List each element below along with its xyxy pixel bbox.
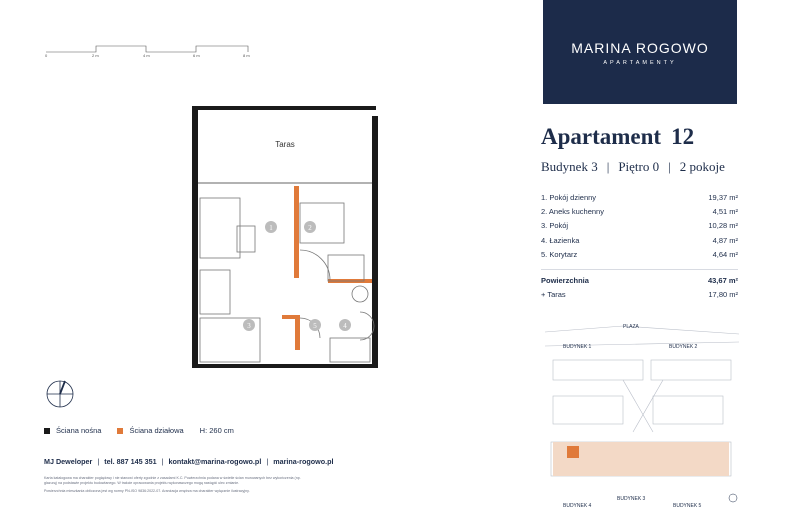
disclaimer-text: Karta katalogowa ma charakter poglądowy i nie stanowi oferty zgodnie z zasadami K.C. Powierzchnia podana w świetle ścian murowanych bez wykończenia (np. glazurą) na podstawie projektu budowlanego. W trakcie opracowania projektu wykonawczego mogą nastąpić ulec zmianie. [44, 476, 301, 486]
apartment-location-marker [567, 446, 579, 458]
room-area: 4,87 m² [712, 235, 738, 245]
brand-subtitle: APARTAMENTY [603, 60, 677, 66]
disclaimer [44, 476, 304, 498]
room-row [541, 250, 738, 264]
email-link[interactable]: kontakt@marina-rogowo.pl [168, 457, 262, 466]
room-name: 5. Korytarz [541, 249, 578, 259]
total-area-row [541, 276, 738, 290]
site-label: PLAZA [623, 324, 639, 330]
disclaimer-text: Powierzchnia mieszkania obliczona jest wg normy PN-ISO 9836:2022-07. Aranżacja wnętrza ma charakter wyłącznie ilustracyjny. [44, 489, 250, 494]
legend-label: Ściana nośna [56, 426, 102, 435]
site-label: BUDYNEK 5 [673, 503, 702, 509]
brand-logo [543, 0, 737, 104]
scale-label: 0 [45, 53, 48, 58]
apartment-number: 12 [671, 124, 695, 149]
area-totals [541, 276, 738, 304]
contact-bar: MJ Deweloper | tel. 887 145 351 | kontakt@marina-rogowo.pl | marina-rogowo.pl [44, 457, 334, 466]
total-area-value: 43,67 m² [707, 276, 738, 285]
load-wall-swatch [44, 428, 50, 434]
room-area: 10,28 m² [708, 221, 738, 231]
room-number: 3 [247, 322, 251, 330]
company-name: MJ Deweloper [44, 457, 93, 466]
height-label: H: 260 cm [199, 426, 234, 435]
room-name: 1. Pokój dzienny [541, 193, 597, 202]
compass-icon [44, 378, 76, 410]
room-area: 4,51 m² [712, 207, 738, 217]
floor-label: Piętro 0 [618, 159, 660, 174]
site-label: BUDYNEK 3 [617, 496, 646, 502]
rooms-count: 2 pokoje [679, 159, 725, 174]
room-number: 5 [313, 322, 317, 330]
room-name: 3. Pokój [541, 221, 569, 231]
room-area: 19,37 m² [708, 193, 738, 202]
building-label: Budynek 3 [541, 159, 598, 174]
site-label: BUDYNEK 4 [563, 503, 592, 509]
room-area: 4,64 m² [712, 249, 738, 259]
room-number: 4 [343, 322, 347, 330]
wall-legend [44, 426, 234, 435]
apartment-subtitle: Budynek 3 | Piętro 0 | 2 pokoje [541, 159, 725, 174]
terrace-label: + Taras [541, 290, 566, 299]
scale-bar-graphic [44, 44, 264, 54]
site-label: BUDYNEK 1 [563, 344, 592, 350]
legend-partition-wall [117, 426, 183, 435]
terrace-value: 17,80 m² [708, 290, 738, 299]
scale-label: 8 m [243, 53, 250, 58]
room-row [541, 221, 738, 235]
legend-height [200, 426, 234, 435]
legend-load-wall [44, 426, 101, 435]
apartment-title-text: Apartament [541, 124, 662, 149]
phone-link[interactable]: tel. 887 145 351 [104, 457, 157, 466]
room-row [541, 207, 738, 221]
site-label: BUDYNEK 2 [669, 344, 698, 350]
apartment-title [541, 124, 694, 150]
compass-small-icon [729, 494, 737, 502]
room-list [541, 193, 738, 264]
scale-label: 6 m [193, 53, 200, 58]
room-name: 4. Łazienka [541, 235, 580, 245]
terrace-row [541, 290, 738, 304]
building-3-highlight [553, 442, 729, 476]
taras-label: Taras [275, 140, 295, 149]
legend-label: Ściana działowa [129, 426, 184, 435]
website-link[interactable]: marina-rogowo.pl [273, 457, 334, 466]
partition-walls [282, 186, 372, 350]
room-number: 1 [269, 224, 273, 232]
room-name: 2. Aneks kuchenny [541, 207, 604, 217]
scale-label: 4 m [143, 53, 150, 58]
total-area-label: Powierzchnia [541, 276, 589, 285]
site-plan [543, 312, 739, 514]
brand-name: MARINA ROGOWO [571, 40, 709, 56]
room-number: 2 [308, 224, 312, 232]
scale-bar [44, 44, 264, 64]
scale-label: 2 m [92, 53, 99, 58]
divider [541, 269, 738, 270]
partition-wall-swatch [117, 428, 123, 434]
floor-plan [182, 100, 392, 370]
room-row [541, 193, 738, 207]
room-row [541, 236, 738, 250]
